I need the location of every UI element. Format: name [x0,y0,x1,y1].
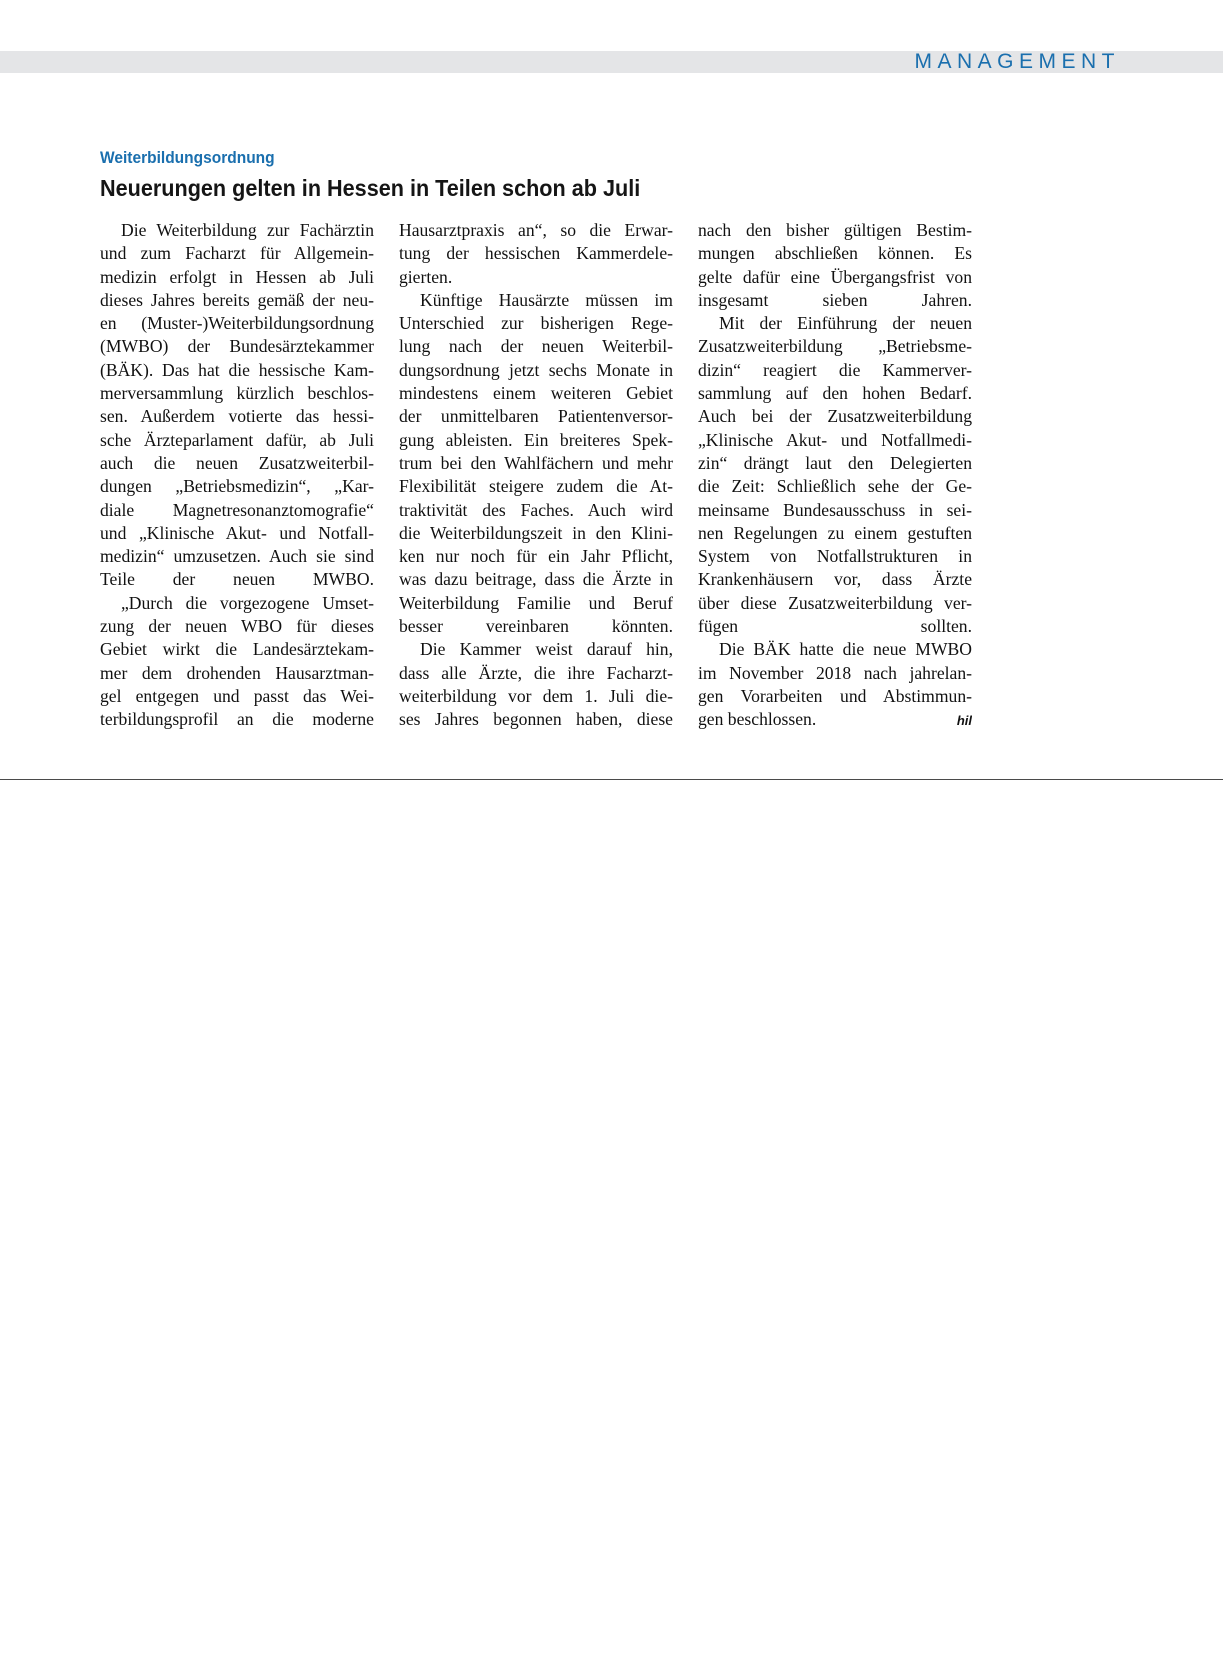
body-line: dizin“ reagiert die Kammerver- [698,359,972,380]
body-line: auch die neuen Zusatzweiterbil- [100,452,374,473]
body-line: sche Ärzteparlament dafür, ab Juli [100,429,374,450]
body-line: zin“ drängt laut den Delegierten [698,452,972,473]
body-line: trum bei den Wahlfächern und mehr [399,452,673,473]
body-line: meinsame Bundesausschuss in sei- [698,499,972,520]
body-line: gen Vorarbeiten und Abstimmun- [698,685,972,706]
author-tag: hil [956,713,972,729]
body-line: besser vereinbaren könnten. [399,616,673,637]
body-line: gierten. [399,266,453,287]
body-line: traktivität des Faches. Auch wird [399,499,673,520]
body-line: gen beschlossen. [698,709,817,730]
body-line: die Weiterbildungszeit in den Klini- [399,522,673,543]
body-line: Gebiet wirkt die Landesärztekam- [100,639,374,660]
body-line: ken nur noch für ein Jahr Pflicht, [399,546,673,567]
article-headline: Neuerungen gelten in Hessen in Teilen schon ab Juli [100,175,641,201]
body-line: nen Regelungen zu einem gestuften [698,522,972,543]
body-line: „Durch die vorgezogene Umset- [121,592,374,613]
bottom-rule [0,779,1223,780]
body-line: mer dem drohenden Hausarztman- [100,662,374,683]
body-line: insgesamt sieben Jahren. [698,289,972,310]
body-line: Künftige Hausärzte müssen im [420,289,673,310]
body-line: sen. Außerdem votierte das hessi- [100,406,374,427]
body-line: Weiterbildung Familie und Beruf [399,592,673,613]
body-line: Hausarztpraxis an“, so die Erwar- [399,220,673,240]
body-line: dungsordnung jetzt sechs Monate in [399,359,673,380]
text-column-2 [399,219,673,732]
body-line: dieses Jahres bereits gemäß der neu- [100,289,374,310]
body-line: fügen sollten. [698,616,972,637]
body-line: ses Jahres begonnen haben, diese [399,709,673,730]
body-line: lung nach der neuen Weiterbil- [399,336,673,357]
section-label: MANAGEMENT [914,50,1120,73]
body-line: weiterbildung vor dem 1. Juli die- [399,685,673,706]
article-last-line [698,708,972,731]
body-line: gung ableisten. Ein breiteres Spek- [399,429,673,450]
body-line: sammlung auf den hohen Bedarf. [698,383,972,404]
body-line: der unmittelbaren Patientenversor- [399,406,673,427]
body-line: Mit der Einführung der neuen [719,313,972,334]
body-line: über diese Zusatzweiterbildung ver- [698,592,972,613]
body-line: dass alle Ärzte, die ihre Facharzt- [399,662,673,683]
body-line: nach den bisher gültigen Bestim- [698,220,972,240]
body-line: und zum Facharzt für Allgemein- [100,243,374,264]
body-line: Die Weiterbildung zur Fachärztin [121,220,374,240]
body-line: Auch bei der Zusatzweiterbildung [698,406,972,427]
body-line: was dazu beitrage, dass die Ärzte in [399,569,673,590]
body-line: en (Muster-)Weiterbildungsordnung [100,313,374,334]
body-line: tung der hessischen Kammerdele- [399,243,673,264]
body-line: diale Magnetresonanztomografie“ [100,499,374,520]
body-line: Unterschied zur bisherigen Rege- [399,313,673,334]
body-line: mungen abschließen können. Es [698,243,972,264]
body-line: gel entgegen und passt das Wei- [100,685,374,706]
text-column-1 [100,219,374,732]
body-line: dungen „Betriebsmedizin“, „Kar- [100,476,374,497]
body-line: merversammlung kürzlich beschlos- [100,383,374,404]
body-line: „Klinische Akut- und Notfallmedi- [698,429,972,450]
body-line: Die BÄK hatte die neue MWBO [719,639,972,660]
text-column-3 [698,219,972,732]
body-line: Teile der neuen MWBO. [100,569,374,590]
body-line: medizin erfolgt in Hessen ab Juli [100,266,374,287]
body-line: die Zeit: Schließlich sehe der Ge- [698,476,972,497]
body-line: (MWBO) der Bundesärztekammer [100,336,374,357]
body-line: Krankenhäusern vor, dass Ärzte [698,569,972,590]
body-line: gelte dafür eine Übergangsfrist von [698,266,972,287]
body-line: zung der neuen WBO für dieses [100,616,374,637]
body-line: Zusatzweiterbildung „Betriebsme- [698,336,972,357]
body-line: medizin“ umzusetzen. Auch sie sind [100,546,374,567]
body-line: im November 2018 nach jahrelan- [698,662,972,683]
body-line: Die Kammer weist darauf hin, [420,639,673,660]
body-line: mindestens einem weiteren Gebiet [399,383,673,404]
body-line: System von Notfallstrukturen in [698,546,972,567]
body-line: terbildungsprofil an die moderne [100,709,374,730]
body-line: Flexibilität steigere zudem die At- [399,476,673,497]
body-line: (BÄK). Das hat die hessische Kam- [100,359,374,380]
article-kicker: Weiterbildungsordnung [100,149,275,167]
body-line: und „Klinische Akut- und Notfall- [100,522,374,543]
